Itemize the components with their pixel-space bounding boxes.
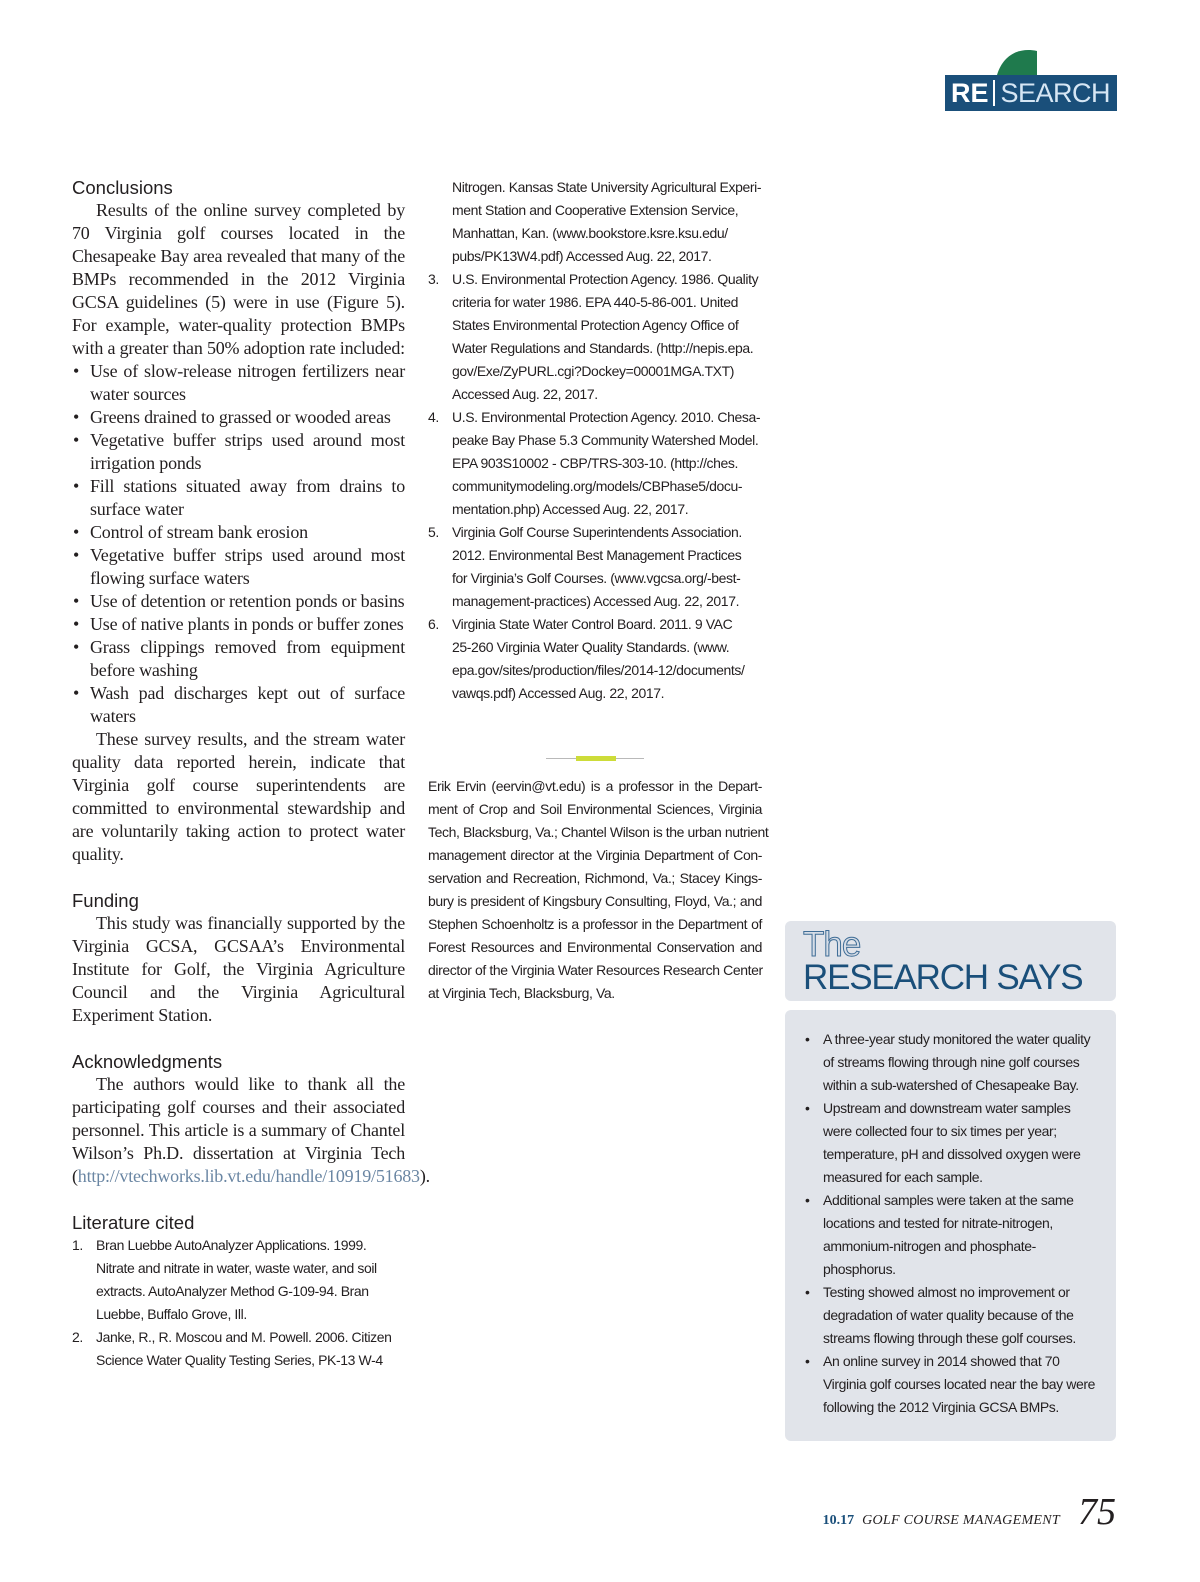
- reference-item: [428, 613, 762, 705]
- list-item-line: Virginia golf courses located near the bay were: [823, 1376, 1096, 1392]
- reference-line: vawqs.pdf) Accessed Aug. 22, 2017.: [452, 685, 665, 701]
- bio-line: ment of Crop and Soil Environmental Sciences, Virginia: [428, 801, 762, 817]
- list-item-line: • Upstream and downstream water samples: [823, 1100, 1071, 1116]
- list-item-line: measured for each sample.: [823, 1169, 983, 1185]
- list-item: [785, 1350, 1116, 1419]
- acknowledgments-heading: Acknowledgments: [72, 1051, 223, 1072]
- reference-number: 5.: [428, 524, 439, 540]
- page-footer: [822, 1490, 1116, 1533]
- list-item-line: • A three-year study monitored the water quality: [823, 1031, 1091, 1047]
- logo-search-text: SEARCH: [1000, 77, 1111, 108]
- page-number: 75: [1078, 1491, 1116, 1533]
- list-item-line: within a sub-watershed of Chesapeake Bay.: [823, 1077, 1079, 1093]
- reference-number: 6.: [428, 616, 439, 632]
- reference-line: Accessed Aug. 22, 2017.: [452, 386, 598, 402]
- list-item-line: were collected four to six times per year;: [823, 1123, 1057, 1139]
- reference-number: 1.: [72, 1237, 83, 1253]
- list-item: • Use of native plants in ponds or buffer zones: [72, 613, 405, 636]
- reference-line: Luebbe, Buffalo Grove, Ill.: [96, 1306, 247, 1322]
- research-says-list: [785, 1010, 1116, 1419]
- reference-line: EPA 903S10002 - CBP/TRS-303-10. (http://ches.: [452, 455, 739, 471]
- list-item-line: • An online survey in 2014 showed that 70: [823, 1353, 1060, 1369]
- conclusions-bullet-list: [72, 360, 405, 728]
- list-item-line: phosphorus.: [823, 1261, 896, 1277]
- reference-line: mentation.php) Accessed Aug. 22, 2017.: [452, 501, 689, 517]
- list-item: • Vegetative buffer strips used around most irrigation ponds: [72, 429, 405, 475]
- bio-line: Forest Resources and Environmental Conservation and: [428, 939, 762, 955]
- bio-line: servation and Recreation, Richmond, Va.; Stacey Kings-: [428, 870, 762, 886]
- reference-line: peake Bay Phase 5.3 Community Watershed Model.: [452, 432, 759, 448]
- wave-icon: [997, 47, 1037, 75]
- references-list-continued: [428, 176, 762, 705]
- acknowledgments-text: [72, 1073, 430, 1188]
- list-item-line: • Additional samples were taken at the same: [823, 1192, 1074, 1208]
- bio-line: Stephen Schoenholtz is a professor in the Department of: [428, 916, 762, 932]
- list-item: • Use of detention or retention ponds or basins: [72, 590, 405, 613]
- reference-line: Bran Luebbe AutoAnalyzer Applications. 1999.: [96, 1237, 367, 1253]
- reference-line: Water Regulations and Standards. (http://nepis.epa.: [452, 340, 754, 356]
- reference-line: Virginia State Water Control Board. 2011. 9 VAC: [452, 616, 733, 632]
- list-item-line: streams flowing through these golf courses.: [823, 1330, 1076, 1346]
- divider-accent: [576, 756, 616, 761]
- list-item: • Use of slow-release nitrogen fertilizers near water sources: [72, 360, 405, 406]
- bio-line: at Virginia Tech, Blacksburg, Va.: [428, 985, 615, 1001]
- reference-line: States Environmental Protection Agency Office of: [452, 317, 739, 333]
- logo-box: [945, 75, 1117, 111]
- reference-item: [428, 406, 762, 521]
- logo-re-text: RE: [951, 77, 989, 108]
- conclusions-closing: These survey results, and the stream water quality data reported herein, indicate that Virginia golf course superintendents are committed to environmental stewardship and are voluntarily taking action to protect water quality.: [72, 729, 405, 864]
- bio-line: management director at the Virginia Department of Con-: [428, 847, 762, 863]
- logo-divider: [993, 80, 995, 106]
- acknowledgments-body: The authors would like to thank all the participating golf courses and their associated personnel. This article is a summary of Chantel Wilson’s Ph.D. dissertation at Virginia Tech (: [72, 1074, 405, 1186]
- issue-number: 10.17: [822, 1513, 855, 1528]
- list-item: • Vegetative buffer strips used around most flowing surface waters: [72, 544, 405, 590]
- funding-text: This study was financially supported by the Virginia GCSA, GCSAA’s Environmental Institute for Golf, the Virginia Agriculture Council and the Virginia Agricultural Experiment Station.: [72, 913, 405, 1025]
- reference-line: extracts. AutoAnalyzer Method G-109-94. Bran: [96, 1283, 369, 1299]
- reference-line: gov/Exe/ZyPURL.cgi?Dockey=00001MGA.TXT): [452, 363, 735, 379]
- list-item: [785, 1189, 1116, 1281]
- reference-line: epa.gov/sites/production/files/2014-12/documents/: [452, 662, 745, 678]
- middle-column: [428, 176, 762, 705]
- acknowledgments-end: ).: [419, 1166, 430, 1186]
- list-item-line: of streams flowing through nine golf courses: [823, 1054, 1080, 1070]
- list-item-line: following the 2012 Virginia GCSA BMPs.: [823, 1399, 1059, 1415]
- list-item: [785, 1281, 1116, 1350]
- research-logo: [945, 47, 1117, 111]
- reference-number: 4.: [428, 409, 439, 425]
- list-item: [785, 1028, 1116, 1097]
- list-item: • Fill stations situated away from drains to surface water: [72, 475, 405, 521]
- reference-line: Virginia Golf Course Superintendents Association.: [452, 524, 742, 540]
- reference-number: 2.: [72, 1329, 83, 1345]
- reference-item: [72, 1326, 405, 1372]
- reference-item-continued: [428, 176, 762, 268]
- research-says-title: RESEARCH SAYS: [803, 958, 1083, 997]
- publication-name: GOLF COURSE MANAGEMENT: [862, 1513, 1060, 1528]
- reference-line: 25-260 Virginia Water Quality Standards. (www.: [452, 639, 730, 655]
- reference-item: [428, 521, 762, 613]
- reference-line: Janke, R., R. Moscou and M. Powell. 2006. Citizen: [96, 1329, 392, 1345]
- reference-line: 2012. Environmental Best Management Practices: [452, 547, 742, 563]
- conclusions-heading: Conclusions: [72, 177, 173, 198]
- references-list: [72, 1234, 405, 1372]
- reference-line: Manhattan, Kan. (www.bookstore.ksre.ksu.edu/: [452, 225, 728, 241]
- list-item: • Grass clippings removed from equipment before washing: [72, 636, 405, 682]
- list-item-line: ammonium-nitrogen and phosphate-: [823, 1238, 1036, 1254]
- list-item-line: locations and tested for nitrate-nitrogen,: [823, 1215, 1053, 1231]
- bio-line: director of the Virginia Water Resources Research Center: [428, 962, 763, 978]
- section-divider: [546, 756, 644, 761]
- list-item-line: degradation of water quality because of the: [823, 1307, 1074, 1323]
- literature-heading: Literature cited: [72, 1212, 195, 1233]
- reference-line: ment Station and Cooperative Extension Service,: [452, 202, 739, 218]
- research-says-the: The: [803, 925, 861, 964]
- list-item: • Wash pad discharges kept out of surface waters: [72, 682, 405, 728]
- reference-line: U.S. Environmental Protection Agency. 2010. Chesa-: [452, 409, 761, 425]
- reference-item: [72, 1234, 405, 1326]
- reference-line: criteria for water 1986. EPA 440-5-86-001. United: [452, 294, 738, 310]
- reference-line: Nitrogen. Kansas State University Agricultural Experi-: [452, 179, 762, 195]
- reference-line: for Virginia’s Golf Courses. (www.vgcsa.org/-best-: [452, 570, 741, 586]
- research-says-header: [785, 921, 1116, 1001]
- reference-line: management-practices) Accessed Aug. 22, 2017.: [452, 593, 740, 609]
- reference-line: Science Water Quality Testing Series, PK-13 W-4: [96, 1352, 383, 1368]
- dissertation-link[interactable]: http://vtechworks.lib.vt.edu/handle/10919/51683: [77, 1166, 420, 1186]
- author-bio: [428, 775, 769, 1005]
- reference-line: pubs/PK13W4.pdf) Accessed Aug. 22, 2017.: [452, 248, 712, 264]
- research-says-box: [785, 1010, 1116, 1441]
- list-item: • Greens drained to grassed or wooded areas: [72, 406, 405, 429]
- reference-line: communitymodeling.org/models/CBPhase5/docu-: [452, 478, 743, 494]
- reference-number: 3.: [428, 271, 439, 287]
- reference-line: U.S. Environmental Protection Agency. 1986. Quality: [452, 271, 759, 287]
- list-item: [785, 1097, 1116, 1189]
- reference-item: [428, 268, 762, 406]
- list-item-line: • Testing showed almost no improvement or: [823, 1284, 1070, 1300]
- conclusions-intro: Results of the online survey completed by 70 Virginia golf courses located in the Chesapeake Bay area revealed that many of the BMPs recommended in the 2012 Virginia GCSA guidelines (5) were in use (Figure 5). For example, water-quality protection BMPs with a greater than 50% adoption rate included:: [72, 200, 405, 358]
- list-item-line: temperature, pH and dissolved oxygen were: [823, 1146, 1081, 1162]
- bio-line: Tech, Blacksburg, Va.; Chantel Wilson is the urban nutrient: [428, 824, 769, 840]
- funding-heading: Funding: [72, 890, 139, 911]
- bio-line: Erik Ervin (eervin@vt.edu) is a professor in the Depart-: [428, 778, 762, 794]
- list-item: • Control of stream bank erosion: [72, 521, 405, 544]
- bio-line: bury is president of Kingsbury Consulting, Floyd, Va.; and: [428, 893, 762, 909]
- reference-line: Nitrate and nitrate in water, waste water, and soil: [96, 1260, 377, 1276]
- left-column: [72, 176, 430, 1372]
